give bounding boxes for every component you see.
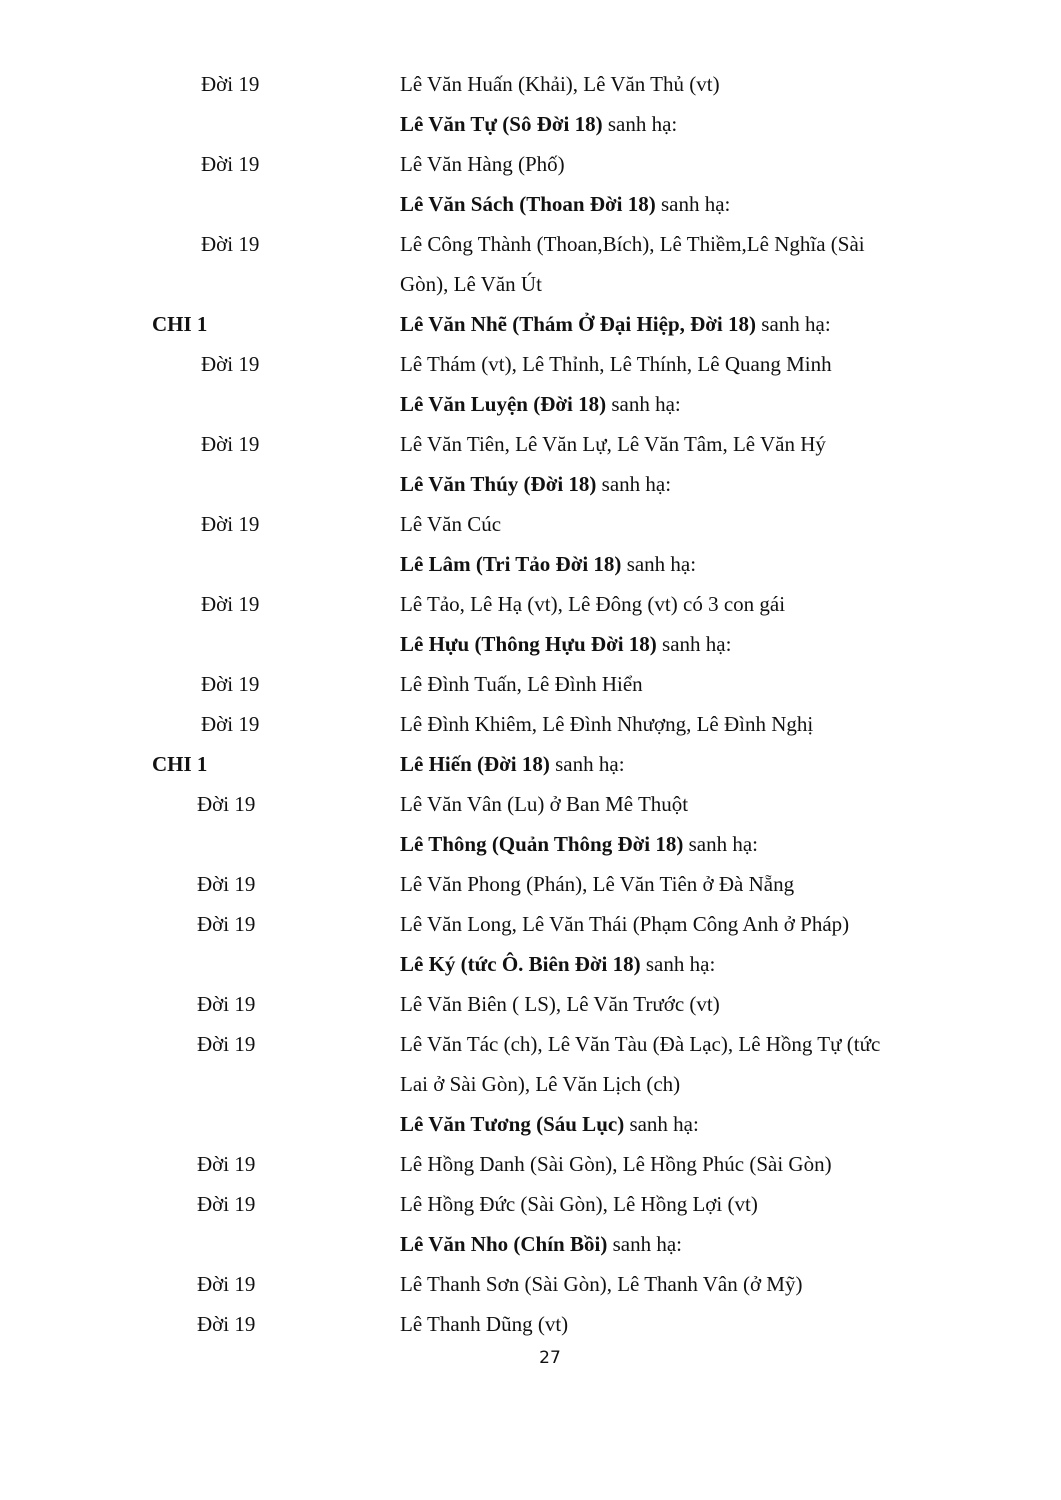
genealogy-line bbox=[0, 384, 1061, 424]
genealogy-line bbox=[0, 984, 1061, 1024]
ancestor-name: Lê Văn Luyện (Đời 18) bbox=[400, 392, 607, 416]
descendants-text: Lê Văn Hàng (Phố) bbox=[400, 152, 565, 176]
genealogy-line bbox=[0, 464, 1061, 504]
ancestor-name: Lê Thông (Quản Thông Đời 18) bbox=[400, 832, 684, 856]
ancestor-name: Lê Hiến (Đời 18) bbox=[400, 752, 550, 776]
heading-suffix: sanh hạ: bbox=[756, 312, 831, 336]
genealogy-line bbox=[0, 1184, 1061, 1224]
ancestor-name: Lê Văn Thúy (Đời 18) bbox=[400, 472, 597, 496]
descendants-text: Lê Thám (vt), Lê Thỉnh, Lê Thính, Lê Quang Minh bbox=[400, 352, 832, 376]
genealogy-line bbox=[0, 104, 1061, 144]
generation-label: Đời 19 bbox=[201, 672, 260, 696]
descendants-text: Lê Công Thành (Thoan,Bích), Lê Thiềm,Lê Nghĩa (Sài bbox=[400, 232, 865, 256]
heading-suffix: sanh hạ: bbox=[596, 472, 672, 496]
heading-suffix: sanh hạ: bbox=[656, 632, 732, 656]
genealogy-line bbox=[0, 584, 1061, 624]
generation-label: Đời 19 bbox=[197, 1192, 256, 1216]
heading-suffix: sanh hạ: bbox=[621, 552, 697, 576]
genealogy-line bbox=[0, 224, 1061, 264]
genealogy-line bbox=[0, 184, 1061, 224]
ancestor-heading bbox=[400, 1104, 699, 1144]
descendants-continuation: Gòn), Lê Văn Út bbox=[400, 272, 542, 296]
heading-suffix: sanh hạ: bbox=[640, 952, 716, 976]
genealogy-line bbox=[0, 1024, 1061, 1064]
ancestor-heading bbox=[400, 464, 671, 504]
genealogy-line bbox=[0, 1224, 1061, 1264]
genealogy-line bbox=[0, 504, 1061, 544]
generation-label: Đời 19 bbox=[201, 712, 260, 736]
descendants-text: Lê Thanh Dũng (vt) bbox=[400, 1312, 569, 1336]
generation-label: Đời 19 bbox=[197, 912, 256, 936]
heading-suffix: sanh hạ: bbox=[607, 1232, 682, 1256]
generation-label: Đời 19 bbox=[201, 232, 260, 256]
genealogy-line bbox=[0, 1104, 1061, 1144]
ancestor-name: Lê Văn Tương (Sáu Lục) bbox=[400, 1112, 625, 1136]
genealogy-line bbox=[0, 144, 1061, 184]
ancestor-heading bbox=[400, 384, 681, 424]
ancestor-heading bbox=[400, 624, 731, 664]
ancestor-name: Lê Ký (tức Ô. Biên Đời 18) bbox=[400, 952, 641, 976]
generation-label: Đời 19 bbox=[201, 592, 260, 616]
generation-label: Đời 19 bbox=[201, 72, 260, 96]
genealogy-line bbox=[0, 744, 1061, 784]
descendants-text: Lê Hồng Đức (Sài Gòn), Lê Hồng Lợi (vt) bbox=[400, 1192, 758, 1216]
genealogy-line bbox=[0, 1304, 1061, 1344]
genealogy-line bbox=[0, 344, 1061, 384]
genealogy-line bbox=[0, 304, 1061, 344]
ancestor-heading bbox=[400, 944, 715, 984]
genealogy-line bbox=[0, 824, 1061, 864]
descendants-text: Lê Văn Tác (ch), Lê Văn Tàu (Đà Lạc), Lê Hồng Tự (tức bbox=[400, 1032, 881, 1056]
generation-label: Đời 19 bbox=[201, 352, 260, 376]
heading-suffix: sanh hạ: bbox=[624, 1112, 699, 1136]
ancestor-name: Lê Văn Nhẽ (Thám Ở Đại Hiệp, Đời 18) bbox=[400, 312, 757, 336]
heading-suffix: sanh hạ: bbox=[655, 192, 731, 216]
genealogy-line bbox=[0, 1064, 1061, 1104]
generation-label: Đời 19 bbox=[197, 1152, 256, 1176]
genealogy-line bbox=[0, 664, 1061, 704]
genealogy-line bbox=[0, 944, 1061, 984]
ancestor-heading bbox=[400, 744, 625, 784]
descendants-text: Lê Văn Tiên, Lê Văn Lự, Lê Văn Tâm, Lê Văn Hý bbox=[400, 432, 826, 456]
page-number: 27 bbox=[539, 1348, 561, 1368]
descendants-text: Lê Đình Khiêm, Lê Đình Nhượng, Lê Đình Nghị bbox=[400, 712, 814, 736]
genealogy-line bbox=[0, 1144, 1061, 1184]
genealogy-line bbox=[0, 864, 1061, 904]
heading-suffix: sanh hạ: bbox=[549, 752, 625, 776]
ancestor-heading bbox=[400, 104, 677, 144]
generation-label: Đời 19 bbox=[201, 432, 260, 456]
descendants-text: Lê Văn Biên ( LS), Lê Văn Trước (vt) bbox=[400, 992, 720, 1016]
ancestor-heading bbox=[400, 824, 758, 864]
descendants-text: Lê Văn Cúc bbox=[400, 512, 502, 536]
ancestor-name: Lê Văn Nho (Chín Bồi) bbox=[400, 1232, 608, 1256]
descendants-continuation: Lai ở Sài Gòn), Lê Văn Lịch (ch) bbox=[400, 1072, 681, 1096]
generation-label: Đời 19 bbox=[201, 512, 260, 536]
genealogy-line bbox=[0, 544, 1061, 584]
ancestor-heading bbox=[400, 544, 696, 584]
ancestor-heading bbox=[400, 304, 831, 344]
descendants-text: Lê Hồng Danh (Sài Gòn), Lê Hồng Phúc (Sài Gòn) bbox=[400, 1152, 832, 1176]
generation-label: Đời 19 bbox=[197, 1272, 256, 1296]
ancestor-name: Lê Hựu (Thông Hựu Đời 18) bbox=[400, 632, 657, 656]
genealogy-line bbox=[0, 1264, 1061, 1304]
descendants-text: Lê Văn Vân (Lu) ở Ban Mê Thuột bbox=[400, 792, 689, 816]
genealogy-line bbox=[0, 264, 1061, 304]
descendants-text: Lê Tảo, Lê Hạ (vt), Lê Đông (vt) có 3 con gái bbox=[400, 592, 786, 616]
descendants-text: Lê Thanh Sơn (Sài Gòn), Lê Thanh Vân (ở Mỹ) bbox=[400, 1272, 803, 1296]
genealogy-line bbox=[0, 904, 1061, 944]
genealogy-line bbox=[0, 424, 1061, 464]
branch-label: CHI 1 bbox=[152, 752, 208, 776]
genealogy-line bbox=[0, 64, 1061, 104]
descendants-text: Lê Đình Tuấn, Lê Đình Hiển bbox=[400, 672, 643, 696]
heading-suffix: sanh hạ: bbox=[602, 112, 678, 136]
ancestor-name: Lê Lâm (Tri Tảo Đời 18) bbox=[400, 552, 622, 576]
generation-label: Đời 19 bbox=[197, 792, 256, 816]
generation-label: Đời 19 bbox=[201, 152, 260, 176]
ancestor-name: Lê Văn Sách (Thoan Đời 18) bbox=[400, 192, 656, 216]
descendants-text: Lê Văn Huấn (Khải), Lê Văn Thủ (vt) bbox=[400, 72, 720, 96]
descendants-text: Lê Văn Phong (Phán), Lê Văn Tiên ở Đà Nẵng bbox=[400, 872, 795, 896]
generation-label: Đời 19 bbox=[197, 1312, 256, 1336]
ancestor-heading bbox=[400, 184, 730, 224]
heading-suffix: sanh hạ: bbox=[683, 832, 759, 856]
generation-label: Đời 19 bbox=[197, 1032, 256, 1056]
branch-label: CHI 1 bbox=[152, 312, 208, 336]
generation-label: Đời 19 bbox=[197, 872, 256, 896]
genealogy-line bbox=[0, 624, 1061, 664]
genealogy-line bbox=[0, 704, 1061, 744]
generation-label: Đời 19 bbox=[197, 992, 256, 1016]
genealogy-line bbox=[0, 784, 1061, 824]
ancestor-name: Lê Văn Tự (Sô Đời 18) bbox=[400, 112, 603, 136]
ancestor-heading bbox=[400, 1224, 682, 1264]
descendants-text: Lê Văn Long, Lê Văn Thái (Phạm Công Anh ở Pháp) bbox=[400, 912, 850, 936]
heading-suffix: sanh hạ: bbox=[606, 392, 681, 416]
